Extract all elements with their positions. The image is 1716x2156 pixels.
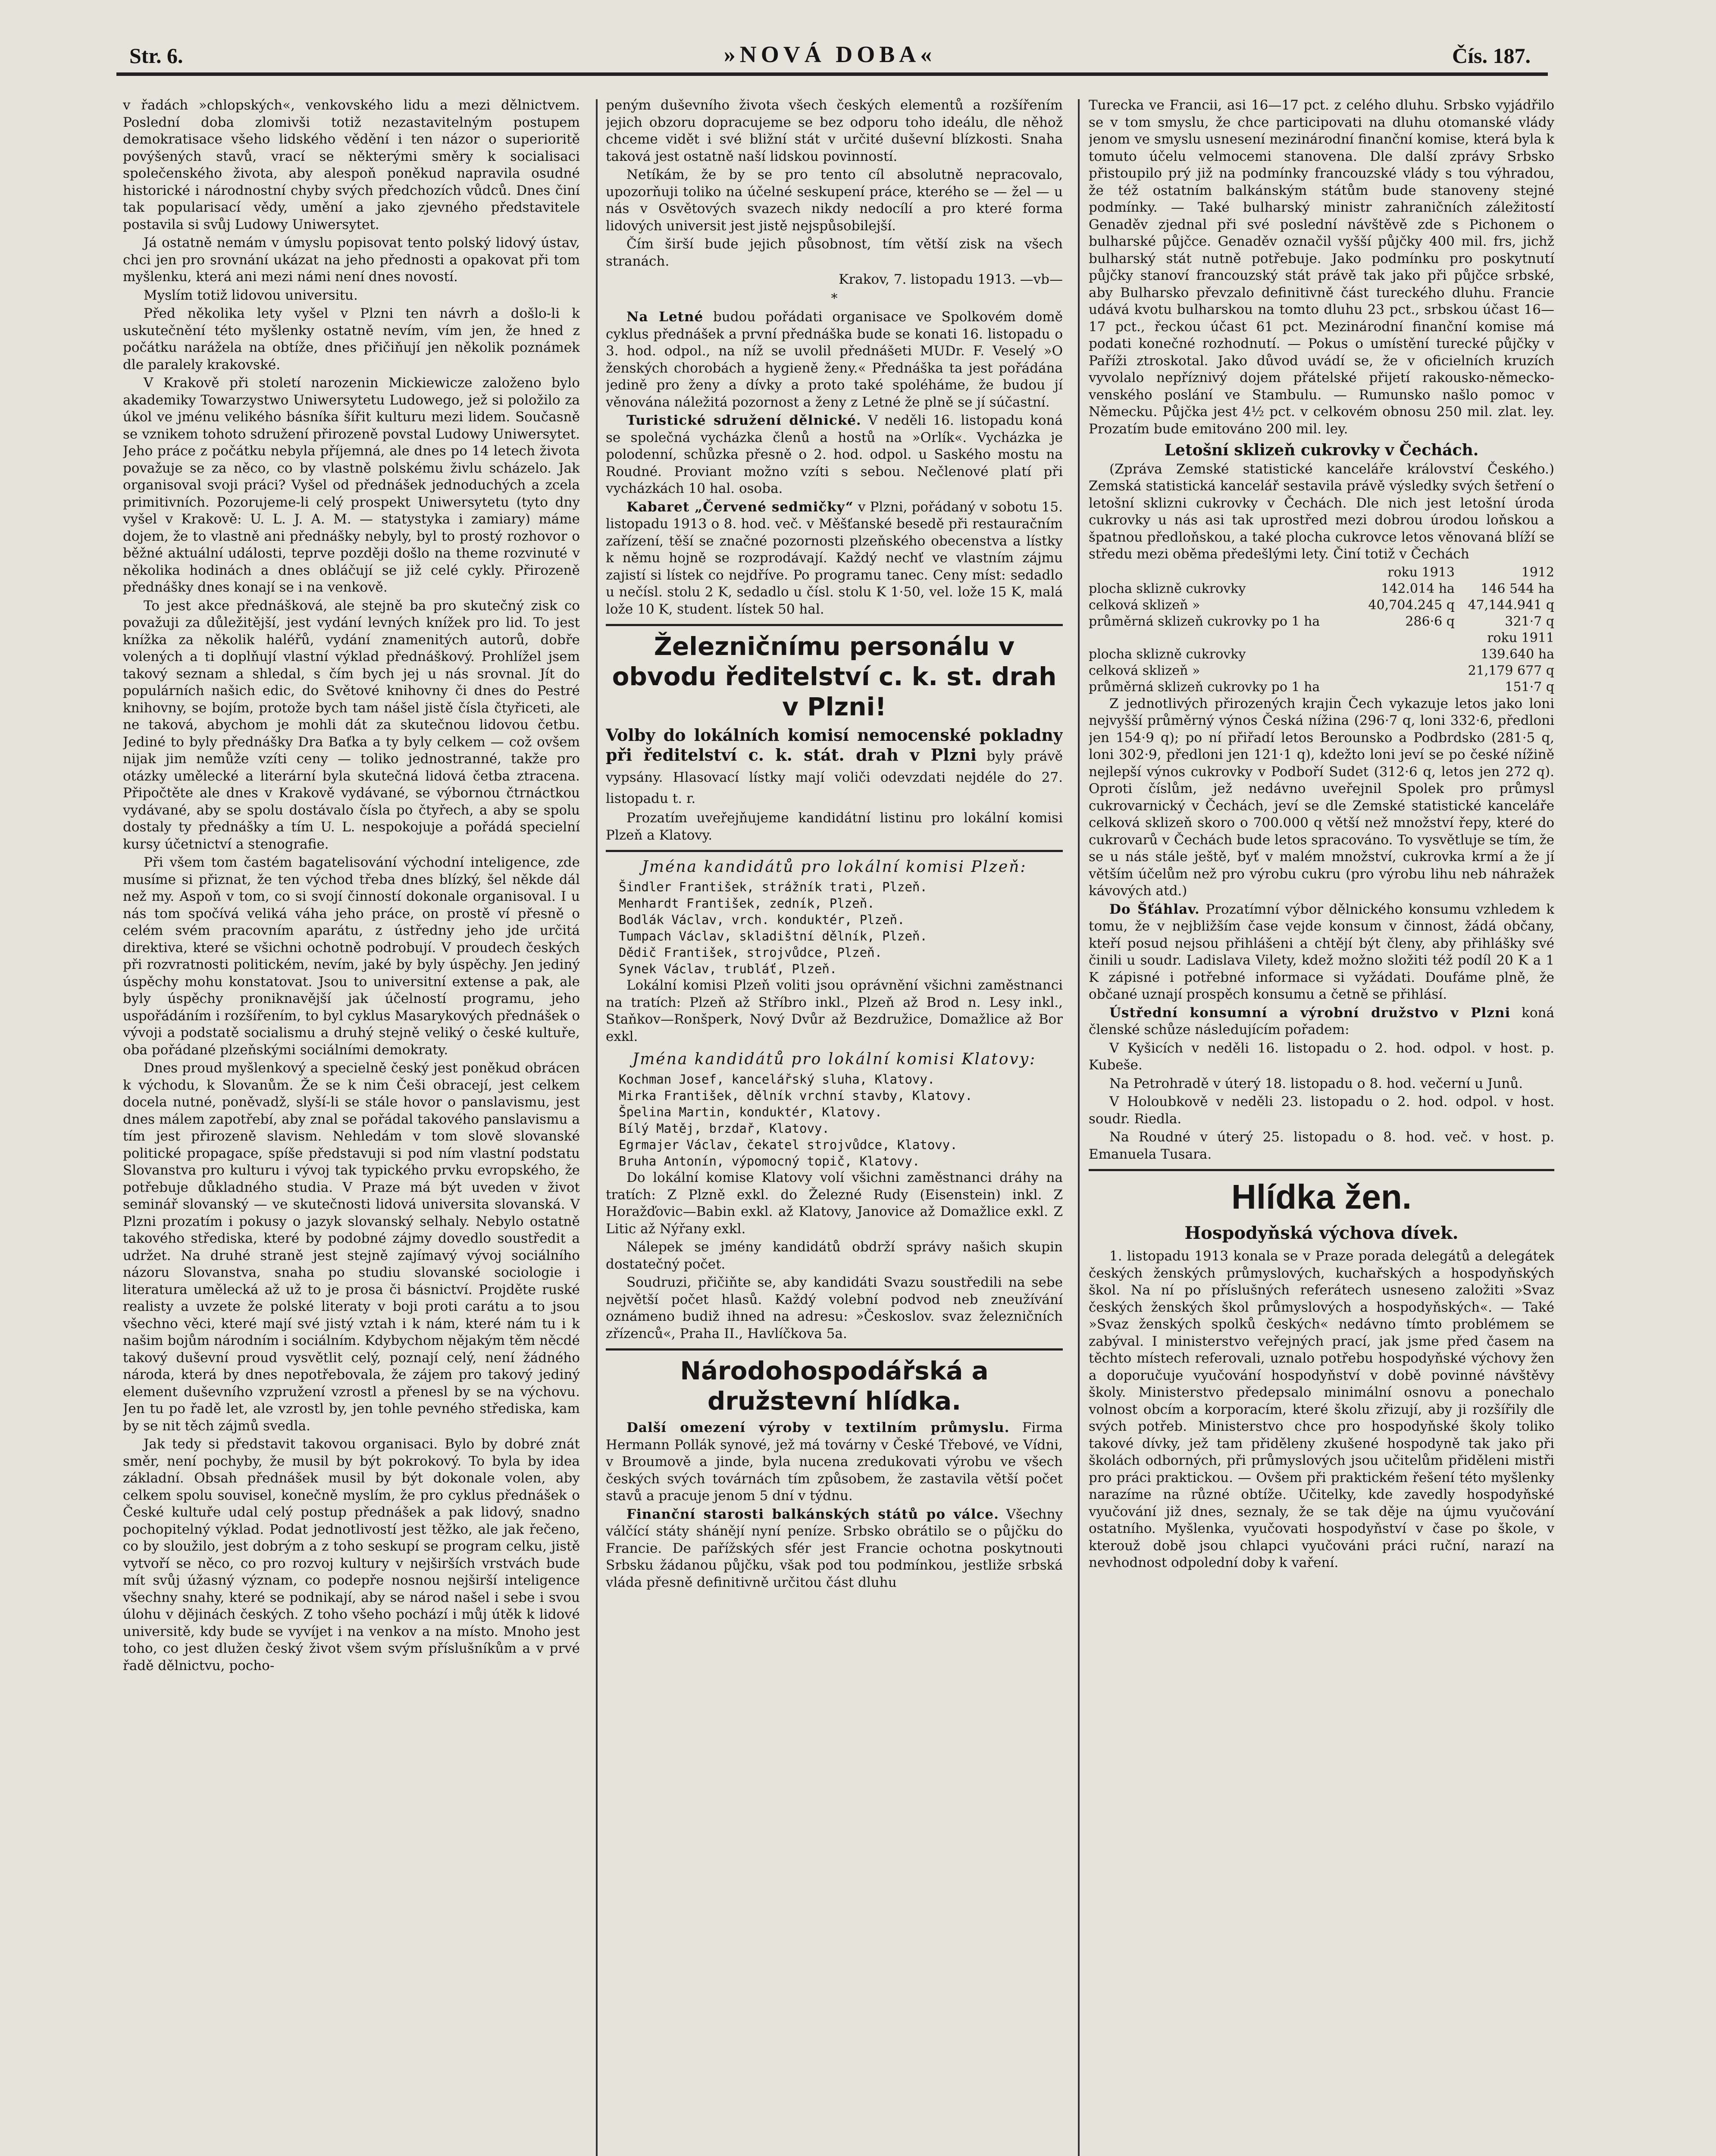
column-divider xyxy=(596,99,598,2156)
table-cell: 321·7 q xyxy=(1505,614,1554,629)
paragraph: To jest akce přednášková, ale stejně ba pro skutečný zisk co považuji za důležitější, jest vydání levných knížek pro lid. To jest knížka za několik haléřů, vydání znamenitých autorů, dobře volených a ti doplňují vlastní výklad přednáškový. Prohlížel jsem takový seznam a shledal, s čím bych jej u nás srovnal. Jít do populárních našich edic, do Světové knihovny či dnes do Pestré knihovny, se bojím, protože bych tam nášel jistě čísla čtyřiceti, ale ne taková, abychom je mohli dát za skutečnou lidovou četbu. Jediné to byly přednášky Dra Baťka a ty byly celkem — což ovšem nijak jim nemůže vzíti ceny — toliko jednostranné, takže pro otázky umělecké a literární byla skutečná lidová četba ztracena. Připočtěte ale dnes v Krakově vydávané, se výbornou čtrnáctkou vydávané, aby se spolu dostávalo čísla po čtyřech, a aby se spolu dostaly ty přednášky a tím U. L. nespokojuje a pořádá specielní kursy účetnictví a stenografie. xyxy=(123,598,580,852)
news-item xyxy=(606,1420,1063,1505)
news-item-lead: Finanční starosti balkánských států po válce. xyxy=(626,1506,999,1522)
table-cell: 139.640 ha xyxy=(1481,646,1554,662)
table-row xyxy=(1089,564,1554,581)
news-item-text: Firma Hermann Pollák synové, jež má továrny v České Třebové, ve Vídni, v Broumově a jinde, byla nucena zredukovati výrobu ve všech českých svých továrnách tím způsobem, že zastavila větší počet stavů a pracuje jenom 5 dní v týdnu. xyxy=(606,1420,1063,1504)
paragraph: Do lokální komise Klatovy volí všichni zaměstnanci dráhy na tratích: Z Plzně exkl. do Železné Rudy (Eisenstein) inkl. Z Horažďovic—Babin exkl. až Klatovy, Janovice až Domažlice exkl. Z Litic až Nýřany exkl. xyxy=(606,1170,1063,1237)
table-cell: plocha sklizně cukrovky xyxy=(1089,646,1246,662)
paragraph: Myslím totiž lidovou universitu. xyxy=(144,287,358,303)
news-item-text: Prozatímní výbor dělnického konsumu vzhledem k tomu, že v nejbližším čase vejde konsum v činnost, žádá občany, kteří posud nejsou přihlášeni a chtějí být členy, aby přihlášky své činili u soudr. Ladislava Vilety, kdež možno složiti též podíl 20 K a 1 K zápisné i potřebné informace si vyžádati. Doufáme plně, že občané uznají prospěch konsumu a četně se přihlásí. xyxy=(1089,901,1554,1002)
paragraph: 1. listopadu 1913 konala se v Praze porada delegátů a delegátek českých ženských průmyslových, kuchařských a hospodyňských škol. Na ní po příslušných referátech usneseno založiti »Svaz českých ženských škol průmyslových a hospodyňských«. — Také »Svaz ženských spolků českých« nedávno tímto problémem se zabýval. I ministerstvo veřejných prací, jak jsme před časem na těchto místech referovali, uznalo potřebu hospodyňské výchovy žen a doporučuje vyučování hospodyňství v době povinné návštěvy školy. Ministerstvo předepsalo minimální osnovu a ponechalo volnost obcím a korporacím, které školu zřizují, aby ji rozšířily dle svých potřeb. Ministerstvo chce pro hospodyňské školy toliko takové dívky, jež tam přiděleny zkušené hospodyně tak jako při školách odborných, při průmyslových jsou učitelům přiděleni mistři pro práci praktickou. — Ovšem při praktickém řešení této myšlenky narazíme na různé obtíže. Učitelky, kde zavedly hospodyňské vyučování již dnes, seznaly, že se tak děje na újmu vyučování ostatního. Myšlenka, vyučovati hospodyňství v čase po škole, v kterouž době jsou chlapci vyučováni práci ruční, narazí na nevhodnost odpolední doby k vaření. xyxy=(1089,1248,1554,1570)
news-item xyxy=(1089,901,1554,1003)
candidate-name: Bruha Antonín, výpomocný topič, Klatovy. xyxy=(619,1154,920,1169)
paragraph: Čím širší bude jejich působnost, tím větší zisk na všech stranách. xyxy=(606,236,1063,269)
paragraph: Nálepek se jmény kandidátů obdrží správy našich skupin dostatečný počet. xyxy=(606,1239,1063,1272)
article-heading: Letošní sklizeň cukrovky v Čechách. xyxy=(1164,441,1479,459)
schedule-item: Na Roudné v úterý 25. listopadu o 8. hod. več. v host. p. Emanuela Tusara. xyxy=(1089,1129,1554,1162)
lead-bold: Volby do lokálních komisí nemocenské pokladny při ředitelství c. k. stát. drah v Plzni xyxy=(606,725,1063,765)
candidate-list xyxy=(606,1071,1063,1169)
table-cell: průměrná sklizeň cukrovky po 1 ha xyxy=(1089,679,1320,695)
table-cell: celková sklizeň » xyxy=(1089,663,1200,678)
paragraph: Lokální komisi Plzeň voliti jsou oprávnění všichni zaměstnanci na tratích: Plzeň až Stříbro inkl., Plzeň až Brod n. Lesy inkl., Staňkov—Ronšperk, Nový Dvůr až Bezdružice, Domažlice až Bor exkl. xyxy=(606,978,1063,1044)
table-cell: 47,144.941 q xyxy=(1468,597,1554,613)
article-subheading: Hospodyňská výchova dívek. xyxy=(1184,1223,1459,1243)
paragraph: Dnes proud myšlenkový a specielně český jest poněkud obrácen k východu, k Slovanům. Že se k nim Češi obracejí, jest celkem docela nutné, poněvadž, slyší-li se stále hovor o panslavismu, jest dnes málem zapotřebí, aby znal se pořádal takového panslavismu a tím jest přirozeně slavism. Nehledám v tom slově slovanské politické propagace, spíše představuji si pod ním vlastní podstatu Slovanstva pro kulturu i vývoj tak typického prvku evropského, že potřebuje důkladného studia. V Praze má být uveden v život seminář slovanský — ve skutečnosti lidová universita slovanská. V Plzni prozatím i pokusy o jazyk slovanský selhaly. Nebylo ostatně takového střediska, které by podobné zájmy dovedlo soustředit a udržet. Na druhé straně jest stejně zajímavý vývoj sociálního názoru Slovanstva, snaha po studiu slovanské sociologie i literatura umělecká až už to je prosa či básnictví. Projděte ruské realisty a uvzete že polské literaty v boji proti carátu a to jsou všechno věci, které mají své jistý vztah i k nám, které nám tu i k našim bojům národním i sociálním. Kdybychom nějakým těm něcdé takový duševní proud vysvětlit celý, poznají celý, není žádného národa, která by dnes nepotřebovala, že zájem pro takový jediný element duševního vzpružení vzrostl a přenesl by se na výchovu. Jen tu po řadě let, ale vzrostl by, jen tohle pevného střediska, kam by se nit těch zájmů svedla. xyxy=(123,1060,580,1434)
table-row xyxy=(1089,597,1554,614)
paragraph: Soudruzi, přičiňte se, aby kandidáti Svazu soustředili na sebe největší počet hlasů. Každý volební podvod neb zneužívání oznámeno budiž ihned na adresu: »Českoslov. svaz železničních zřízenců«, Praha II., Havlíčkova 5a. xyxy=(606,1275,1063,1341)
candidate-name: Mirka František, dělník vrchní stavby, Klatovy. xyxy=(619,1088,973,1103)
candidate-name: Menhardt František, zedník, Plzeň. xyxy=(619,896,875,911)
schedule-item: V Holoubkově v neděli 23. listopadu o 2. hod. odpol. v host. soudr. Riedla. xyxy=(1089,1094,1554,1127)
table-cell: 21,179 677 q xyxy=(1468,663,1554,678)
candidate-name: Kochman Josef, kancelářský sluha, Klatovy. xyxy=(619,1072,935,1087)
candidate-name: Synek Václav, trubláť, Plzeň. xyxy=(619,962,837,976)
news-item-text: v Plzni, pořádaný v sobotu 15. listopadu 1913 o 8. hod. več. v Měšťanské besedě při restauračním zařízení, těší se značné pozornosti plzeňského obecenstva a lístky k němu hojně se rozprodávají. Každý nechť ve vlastním zájmu zajistí si lístek co nejdříve. Po programu tanec. Ceny míst: sedadlo u nečísl. stolu 2 K, sedadlo u čísl. stolu K 1·50, vel. lože 15 K, malá lože 10 K, student. lístek 50 hal. xyxy=(606,499,1063,617)
section-headline: Národohospodářská a družstevní hlídka. xyxy=(680,1356,989,1416)
news-item-lead: Do Šťáhlav. xyxy=(1109,901,1200,917)
table-header: 1912 xyxy=(1521,564,1554,580)
candidate-name: Šindler František, strážník trati, Plzeň. xyxy=(619,880,927,894)
paragraph: v řadách »chlopských«, venkovského lidu a mezi dělnictvem. Poslední doba zlomivši totiž nezastavitelným postupem demokratisace všeho lidského vědění i ten názor o superioritě povýšených stavů, vrací se některými směry k socialisaci společenského života, aby alespoň poněkud napravila osudné historické i národnostní chyby svých předchozích vůdců. Dnes činí tak popularisací vědy, umění a jako zjevného představitele postavila si svůj Ludowy Uniwersytet. xyxy=(123,97,580,232)
news-item-lead: Další omezení výroby v textilním průmyslu. xyxy=(626,1420,1010,1435)
table-cell: 286·6 q xyxy=(1405,614,1455,629)
schedule-item: V Kyšicích v neděli 16. listopadu o 2. hod. odpol. v host. p. Kubeše. xyxy=(1089,1040,1554,1073)
lead-text: byly právě vypsány. Hlasovací lístky mají voliči odevzdati nejdéle do 27. listopadu t. r. xyxy=(606,749,1063,806)
section-rule xyxy=(606,1348,1063,1351)
paragraph: Prozatím uveřejňujeme kandidátní listinu pro lokální komisi Plzeň a Klatovy. xyxy=(606,810,1063,843)
section-headline: Železničnímu personálu v obvodu ředitelství c. k. st. drah v Plzni! xyxy=(612,632,1057,721)
table-header: roku 1911 xyxy=(1487,630,1554,646)
sugar-beet-table-1913 xyxy=(1089,564,1554,630)
section-headline: Hlídka žen. xyxy=(1231,1178,1412,1216)
paragraph: Turecka ve Francii, asi 16—17 pct. z celého dluhu. Srbsko vyjádřilo se v tom smyslu, že chce participovati na dluhu otomanské vlády jenom ve smyslu usnesení mezinárodní finanční komise, která byla k tomuto účelu velmocemi stanovena. Dle další zprávy Srbsko přistoupilo prý již na podmínky francouzské vlády s tou výhradou, že též ostatním balkánským státům bude stanoveny stejné podmínky. — Také bulharský ministr zahraničních záležitostí Genaděv zjednal při své poslední návštěvě zde s Pichonem o bulharské půjčce. Genaděv označil vyšší půjčky 400 mil. frs, jichž bulharský stát nutně potřebuje. Jako podmínku pro poskytnutí půjčky stanoví francouzský stát právě tak jako při půjčce srbské, aby Bulharsko převzalo definitivně část tureckého dluhu. Francie udává kvotu bulharskou na tomto dluhu 23 pct., srbskou účast 16—17 pct., řeckou účast 61 pct. Mezinárodní finanční komise má podati konečné rozhodnutí. — Pokus o umístění turecké půjčky v Paříži ztroskotal. Jako důvod uvádí se, že v oficielních kruzích vyvolalo nepříznivý dojem přátelské přijetí rakousko-německo-venského poslání ve Stambulu. — Rumunsko našlo pomoc v Německu. Půjčka jest 4½ pct. v celkovém obnosu 250 mil. zlat. ley. Prozatím bude emitováno 200 mil. ley. xyxy=(1089,97,1554,437)
table-cell: plocha sklizně cukrovky xyxy=(1089,581,1246,596)
column-2 xyxy=(606,97,1063,2156)
candidate-name: Egrmajer Václav, čekatel strojvůdce, Klatovy. xyxy=(619,1138,958,1152)
table-cell: 151·7 q xyxy=(1505,679,1554,695)
paragraph: (Zpráva Zemské statistické kanceláře království Českého.) Zemská statistická kancelář sestavila právě výsledky svých šetření o letošní sklizni cukrovky v Čechách. Dle nich jest letošní úroda cukrovky u nás asi tak uprostřed mezi dobrou úrodou loňskou a špatnou předloňskou, a také plocha cukrovce letos věnovaná blíží se středu mezi oběma předešlými lety. Činí totiž v Čechách xyxy=(1089,461,1554,562)
paragraph: Při všem tom častém bagatelisování východní inteligence, zde musíme si přiznat, že ten východ třeba dnes blízký, šel někde dál než my. Aspoň v tom, co si svojí činností dokonale organisoval. I u nás tom spočívá veliká váha jeho práce, on prostě ví přesně o celém svém pracovním aparátu, z ústředny jeho jde určitá direktiva, které se všichni ochotně podrobují. V proudech českých při rozvratnosti politickém, nevím, jaké by byly úspěchy. Jen jediný úspěchy mohu konstatovat. Jsou to universitní extense a pak, ale byly úspěchy proniknavější jak účelností programu, jeho uspořádáním i rozšířením, to byl cyklus Masarykových přednášek o vývoji a podstatě socialismu a druhý stejně veliký o české kultuře, oba pořádané plzeňskými sociálními demokraty. xyxy=(123,855,580,1058)
table-cell: 146 544 ha xyxy=(1481,581,1554,596)
table-cell: 142.014 ha xyxy=(1381,581,1455,596)
table-header: roku 1913 xyxy=(1387,564,1455,580)
candidate-name: Špelina Martin, konduktér, Klatovy. xyxy=(619,1105,883,1119)
paragraph: peným duševního života všech českých elementů a rozšířením jejich obzoru dopracujeme se bez odporu toho ideálu, dle něhož chceme vidět i své bližní stát v určité duševní blízkosti. Snaha taková jest ostatně naší lidskou povinností. xyxy=(606,97,1063,164)
table-cell: průměrná sklizeň cukrovky po 1 ha xyxy=(1089,614,1320,629)
table-row xyxy=(1089,630,1554,646)
issue-number: Čís. 187. xyxy=(1452,44,1531,68)
candidate-name: Dědič František, strojvůdce, Plzeň. xyxy=(619,945,883,960)
article-signature: Krakov, 7. listopadu 1913. —vb— xyxy=(839,272,1063,287)
masthead xyxy=(129,41,1531,71)
column-3 xyxy=(1089,97,1554,2156)
candidate-name: Bílý Matěj, brzdař, Klatovy. xyxy=(619,1121,830,1136)
section-rule xyxy=(606,850,1063,852)
section-rule xyxy=(606,624,1063,626)
header-rule xyxy=(116,72,1548,76)
sugar-beet-table-1911 xyxy=(1089,630,1554,696)
paragraph: V Krakově při století narozenin Mickiewicze založeno bylo akademiky Towarzystwo Uniwersytetu Ludowego, jež si položilo za úkol ve jménu velikého básníka šířit kulturu mezi lidem. Současně se vznikem tohoto sdružení přirozeně povstal Ludowy Uniwersytet. Jeho práce z počátku nebyla příjemná, ale dnes po 14 letech života považuje se za něco, co by vlastně polskému živlu scházelo. Jak organisoval svoji práci? Vyšel od přednášek jednoduchých a zcela primitivních. Pozorujeme-li celý prospekt Uniwersytetu (tyto dny vyšel v Krakově: U. L. J. A. M. — statystyka i zamiary) máme dojem, že to vlastně ani přednášky nebyly, byl to prostý rozhovor o běžné aktuální události, teprve později došlo na theme rozvinuté v několika hodinách a dnes obláčují se již celé cykly. Přirozeně přednášky dnes konají se i na venkově. xyxy=(123,375,580,595)
table-row xyxy=(1089,581,1554,597)
page-number: Str. 6. xyxy=(129,44,183,68)
column-divider xyxy=(1078,99,1080,2156)
table-row xyxy=(1089,679,1554,696)
paragraph: Netíkám, že by se pro tento cíl absolutně nepracovalo, upozorňuji toliko na účelné seskupení práce, kterého se — žel — u nás v Osvětových svazech nikdy nedocílí a pro které forma lidových universit jest jistě nejspůsobilejší. xyxy=(606,167,1063,234)
news-item xyxy=(606,499,1063,618)
table-cell: celková sklizeň » xyxy=(1089,597,1200,613)
candidate-list xyxy=(606,879,1063,977)
candidates-heading: Jména kandidátů pro lokální komisi Plzeň: xyxy=(642,858,1027,876)
news-item-lead: Na Letné xyxy=(626,309,704,325)
news-item xyxy=(606,1506,1063,1592)
paragraph: Před několika lety vyšel v Plzni ten návrh a došlo-li k uskutečnění této myšlenky ostatně nevím, vím jen, že hned z počátku narážela na obtíže, dnes přičiňují jen několik poznámek dle paralely krakovské. xyxy=(123,306,580,373)
schedule-item: Na Petrohradě v úterý 18. listopadu o 8. hod. večerní u Junů. xyxy=(1109,1075,1523,1091)
news-item-text: Všechny válčící státy shánějí nyní peníze. Srbsko obrátilo se o půjčku do Francie. De pařížských sfér jest Francie ochotna poskytnouti Srbsku žádanou půjčku, však pod tou podmínkou, jestliže srbská vláda přesně definitivně určitou část dluhu xyxy=(606,1506,1063,1590)
section-rule xyxy=(1089,1169,1554,1171)
news-item-text: budou pořádati organisace ve Spolkovém domě cyklus přednášek a první přednáška bude se konati 16. listopadu o 3. hod. odpol., na níž se uvolil přednášeti MUDr. F. Veselý »O ženských chorobách a hygieně ženy.« Přednáška ta jest pořádána jedině pro ženy a dívky a proto také spoléháme, že budou jí věnována náležitá pozornost a ženy z Letné že plně se jí súčastní. xyxy=(606,309,1063,410)
separator-star: * xyxy=(831,291,838,306)
news-item xyxy=(606,309,1063,411)
news-item-lead: Kabaret „Červené sedmičky“ xyxy=(626,499,854,515)
paragraph: Z jednotlivých přirozených krajin Čech vykazuje letos jako loni nejvyšší průměrný výnos Česká nížina (296·7 q, loni 332·6, předloni jen 154·9 q); po ní přiřadí letos Berounsko a Podbrdsko (281·5 q, loni 302·9, předloni jen 121·1 q), kdežto loni jeví se po české nížině nejlepší výnos cukrovky v Podboří Sudet (312·6 q, letos jen 272 q). Oproti číslům, jež nedávno uveřejnil Spolek pro průmysl cukrovarnický v Čechách, jeví se dle Zemské statistické kanceláře celková sklizeň skoro o 700.000 q větší než množství řepy, které do cukrovarů v Čechách bude letos spracováno. To vysvětluje se tím, že se u nás stále ještě, byť v malém množství, cukrovka krmí a že jí větším účelům než pro výrobu cukru (pro výrobu lihu neb náhražek kávových atd.) xyxy=(1089,696,1554,899)
paragraph: Já ostatně nemám v úmyslu popisovat tento polský lidový ústav, chci jen pro srovnání ukázat na jeho přednosti a opakovat při tom myšlenku, která ani mezi námi není dnes novostí. xyxy=(123,235,580,285)
candidate-name: Bodlák Václav, vrch. konduktér, Plzeň. xyxy=(619,912,905,927)
news-item-text: V neděli 16. listopadu koná se společná vycházka členů a hostů na »Orlík«. Vycházka je polodenní, schůzka přesně o 2. hod. odpol. u Saského mostu na Roudné. Proviant možno vzíti s sebou. Nečlenové platí při vycházkách 10 hal. osoba. xyxy=(606,413,1063,496)
paragraph: Jak tedy si představit takovou organisaci. Bylo by dobré znát směr, není pochyby, že musil by být pokrokový. To byla by idea základní. Obsah přednášek musil by být dokonale volen, aby celkem spolu souvisel, konečně myslím, že pro cyklus přednášek o České kultuře udal celý postup přednášek a pak lidový, snadno pochopitelný výklad. Podat jednotlivostí jest těžko, ale jak řečeno, co by sloužilo, jest dobrým a z toho seskupí se program celku, jistě vytvoří se něco, co pro rozvoj kultury v nejširších vrstvách bude mít svůj úžasný význam, co podepře nosnou nejširší inteligence všechny snahy, které se podnikají, aby se národ našel i sebe i svou úlohu v dějinách českých. Z toho všeho pochází i můj útěk k lidové universitě, kdy bude se vyvíjet i na venkov a na místo. Mnoho jest toho, co jest dlužen český život všem svým příslušníkům a v prvé řadě dělnictvu, pocho- xyxy=(123,1436,580,1673)
lead-paragraph xyxy=(606,725,1063,808)
table-cell: 40,704.245 q xyxy=(1368,597,1455,613)
table-row xyxy=(1089,663,1554,679)
table-row xyxy=(1089,614,1554,630)
table-row xyxy=(1089,646,1554,663)
news-item-lead: Turistické sdružení dělnické. xyxy=(626,413,861,428)
candidates-heading: Jména kandidátů pro lokální komisi Klatovy: xyxy=(632,1050,1036,1068)
news-item xyxy=(606,412,1063,498)
news-item-text: koná členské schůze následujícím pořadem: xyxy=(1089,1005,1554,1037)
news-item xyxy=(1089,1005,1554,1039)
column-1 xyxy=(123,97,580,2156)
newspaper-title: »NOVÁ DOBA« xyxy=(723,41,936,67)
candidate-name: Tumpach Václav, skladištní dělník, Plzeň. xyxy=(619,929,927,943)
news-item-lead: Ústřední konsumní a výrobní družstvo v Plzni xyxy=(1109,1005,1511,1021)
